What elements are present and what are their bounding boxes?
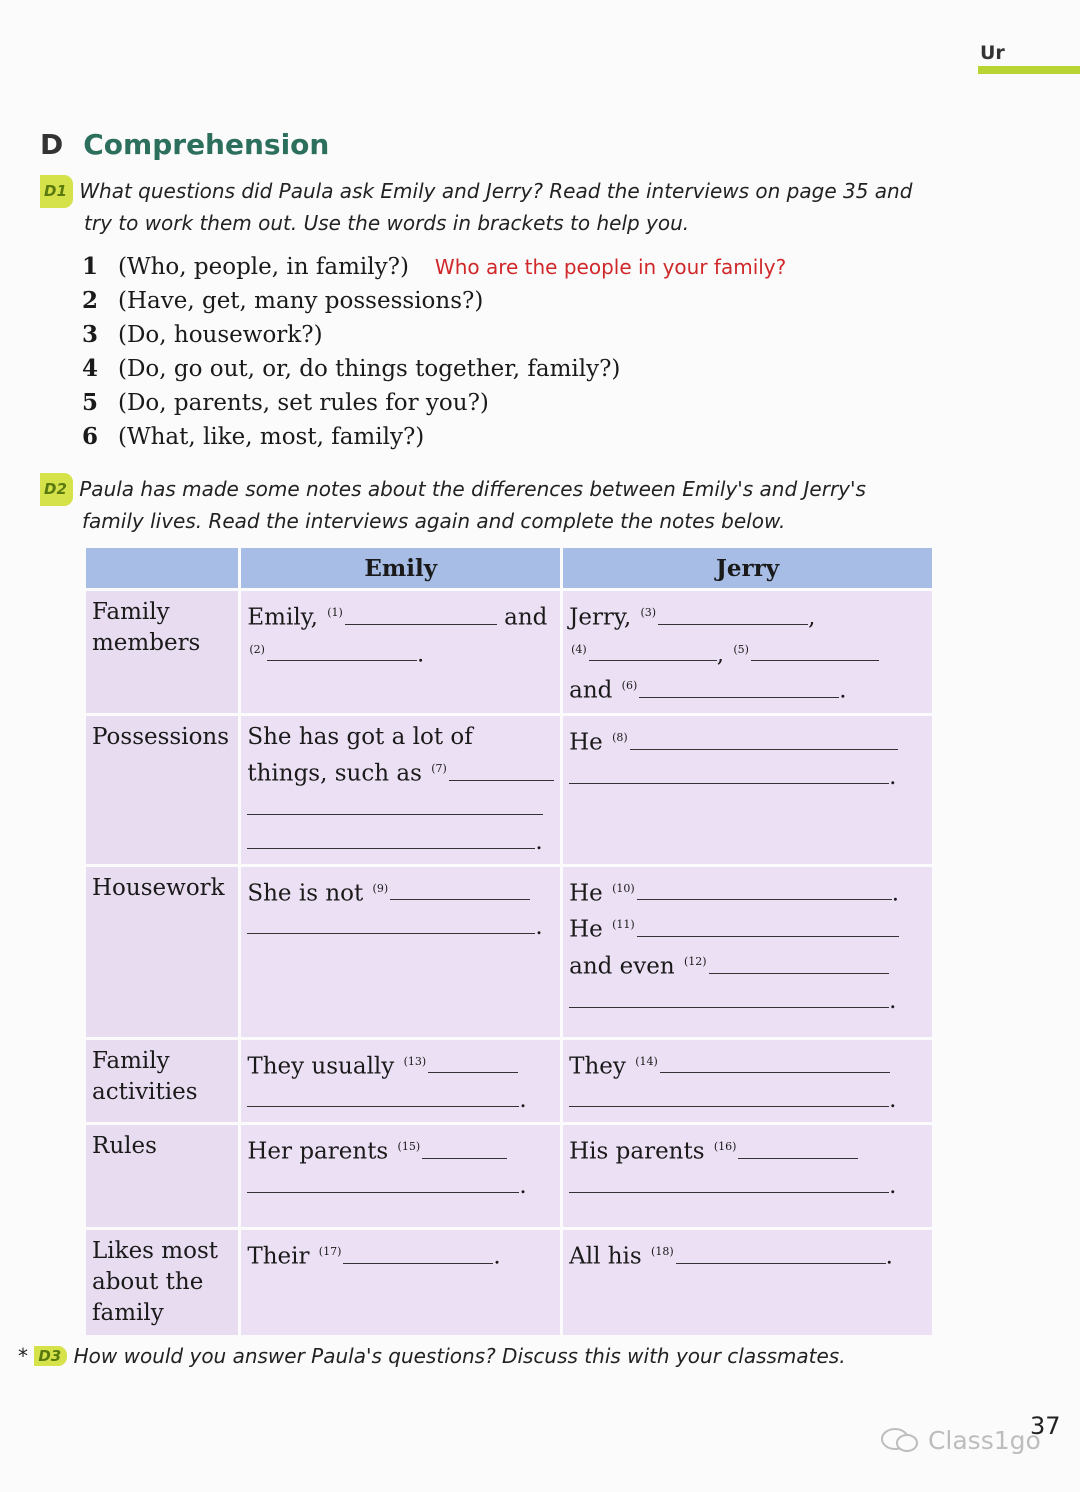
cell-text: and bbox=[504, 604, 548, 631]
cell-text: Their bbox=[247, 1243, 310, 1270]
cell-text: He bbox=[569, 880, 603, 907]
row-label: Housework bbox=[86, 867, 238, 1037]
question-prompt: (Do, housework?) bbox=[118, 322, 323, 348]
answer-blank[interactable] bbox=[709, 949, 889, 974]
emily-cell: Emily, $^{(1)}$ and $^{(2)}$ . bbox=[241, 591, 560, 713]
answer-blank[interactable] bbox=[738, 1134, 858, 1159]
cell-text: Emily, bbox=[247, 604, 318, 631]
answer-blank[interactable] bbox=[751, 636, 879, 661]
blank-number: (13) bbox=[403, 1054, 427, 1068]
question-item bbox=[82, 420, 786, 454]
answer-blank[interactable] bbox=[569, 1168, 889, 1193]
header-emily: Emily bbox=[241, 548, 560, 588]
wechat-icon bbox=[880, 1427, 920, 1453]
d1-instruction-line2: try to work them out. Use the words in brackets to help you. bbox=[84, 211, 690, 235]
d2-instruction bbox=[40, 473, 866, 537]
question-item bbox=[82, 284, 786, 318]
row-label-line: about the bbox=[92, 1269, 204, 1296]
row-label bbox=[86, 1230, 238, 1335]
answer-blank[interactable] bbox=[267, 636, 417, 661]
answer-blank[interactable] bbox=[247, 1082, 519, 1107]
jerry-cell: He $^{(10)}$ . He $^{(11)}$ and even $^{(12)}$ . bbox=[563, 867, 932, 1037]
notes-table bbox=[83, 545, 935, 1338]
blank-number: (12) bbox=[684, 954, 707, 968]
cell-text: things, such as bbox=[247, 760, 422, 787]
unit-color-bar bbox=[978, 66, 1080, 74]
cell-text: He bbox=[569, 916, 603, 943]
question-number: 2 bbox=[82, 287, 99, 314]
emily-cell: They usually $^{(13)}$ . bbox=[241, 1040, 560, 1123]
cell-text: She has got a lot of bbox=[247, 723, 473, 750]
d3-instruction-text: How would you answer Paula's questions? Discuss this with your classmates. bbox=[73, 1344, 846, 1368]
emily-cell: She is not $^{(9)}$ . bbox=[241, 867, 560, 1037]
d1-instruction bbox=[40, 175, 912, 239]
cell-text: Her parents bbox=[247, 1138, 389, 1165]
question-prompt: (Do, go out, or, do things together, family?) bbox=[118, 356, 621, 382]
answer-blank[interactable] bbox=[660, 1048, 890, 1073]
answer-blank[interactable] bbox=[639, 673, 839, 698]
watermark bbox=[880, 1426, 1041, 1455]
question-number: 6 bbox=[82, 423, 99, 450]
answer-blank[interactable] bbox=[428, 1048, 518, 1073]
challenge-star-icon: * bbox=[18, 1344, 28, 1368]
blank-number: (7) bbox=[431, 761, 447, 775]
row-label-line: family bbox=[92, 1300, 164, 1327]
answer-blank[interactable] bbox=[247, 790, 543, 815]
row-label-line: activities bbox=[92, 1078, 198, 1105]
blank-number: (9) bbox=[372, 881, 389, 895]
d2-badge: D2 bbox=[40, 473, 73, 506]
answer-blank[interactable] bbox=[422, 1134, 507, 1159]
section-heading bbox=[40, 128, 329, 161]
row-label: Rules bbox=[86, 1125, 238, 1227]
blank-number: (2) bbox=[249, 642, 265, 656]
blank-number: (14) bbox=[635, 1054, 658, 1068]
answer-blank[interactable] bbox=[390, 875, 530, 900]
cell-text: He bbox=[569, 729, 603, 756]
question-item bbox=[82, 250, 786, 284]
answer-blank[interactable] bbox=[569, 983, 889, 1008]
cell-text: They bbox=[569, 1053, 626, 1080]
question-number: 3 bbox=[82, 321, 99, 348]
question-item bbox=[82, 352, 786, 386]
blank-number: (10) bbox=[612, 881, 635, 895]
d1-badge: D1 bbox=[40, 175, 73, 208]
row-label bbox=[86, 1040, 238, 1123]
example-answer: Who are the people in your family? bbox=[434, 255, 787, 279]
row-label bbox=[86, 591, 238, 713]
question-prompt: (Who, people, in family?) bbox=[118, 254, 409, 280]
jerry-cell: His parents $^{(16)}$ . bbox=[563, 1125, 932, 1227]
table-row-family-members bbox=[86, 591, 932, 713]
cell-text: and even bbox=[569, 953, 675, 980]
answer-blank[interactable] bbox=[247, 1168, 519, 1193]
question-number: 5 bbox=[82, 389, 99, 416]
blank-number: (5) bbox=[733, 642, 749, 656]
question-item bbox=[82, 318, 786, 352]
header-empty-cell bbox=[86, 548, 238, 588]
answer-blank[interactable] bbox=[637, 875, 892, 900]
answer-blank[interactable] bbox=[247, 909, 535, 934]
row-label-line: Family bbox=[92, 1047, 170, 1074]
answer-blank[interactable] bbox=[569, 1082, 889, 1107]
question-list bbox=[82, 250, 786, 454]
blank-number: (8) bbox=[612, 730, 628, 744]
answer-blank[interactable] bbox=[630, 725, 898, 750]
section-letter: D bbox=[40, 128, 64, 161]
question-prompt: (What, like, most, family?) bbox=[118, 424, 425, 450]
answer-blank[interactable] bbox=[247, 824, 535, 849]
blank-number: (11) bbox=[612, 918, 635, 932]
answer-blank[interactable] bbox=[637, 912, 899, 937]
answer-blank[interactable] bbox=[343, 1239, 493, 1264]
question-prompt: (Have, get, many possessions?) bbox=[118, 288, 484, 314]
table-row-possessions bbox=[86, 716, 932, 864]
unit-tab: Ur bbox=[980, 42, 1005, 64]
jerry-cell: They $^{(14)}$ . bbox=[563, 1040, 932, 1123]
blank-number: (4) bbox=[571, 642, 587, 656]
blank-number: (18) bbox=[651, 1245, 674, 1259]
cell-text: She is not bbox=[247, 880, 364, 907]
table-row-housework bbox=[86, 867, 932, 1037]
blank-number: (17) bbox=[318, 1245, 342, 1259]
cell-text: All his bbox=[569, 1243, 642, 1270]
answer-blank[interactable] bbox=[345, 600, 497, 625]
answer-blank[interactable] bbox=[658, 600, 808, 625]
question-number: 1 bbox=[82, 253, 99, 280]
answer-blank[interactable] bbox=[589, 636, 717, 661]
emily-cell: Their $^{(17)}$ . bbox=[241, 1230, 560, 1335]
jerry-cell: All his $^{(18)}$ . bbox=[563, 1230, 932, 1335]
header-jerry: Jerry bbox=[563, 548, 932, 588]
row-label-line: Family bbox=[92, 599, 170, 625]
jerry-cell: He $^{(8)}$ . bbox=[563, 716, 932, 864]
d3-instruction bbox=[18, 1344, 846, 1368]
blank-number: (15) bbox=[397, 1140, 421, 1154]
row-label-line: members bbox=[92, 630, 201, 656]
table-header-row bbox=[86, 548, 932, 588]
table-row-likes-most bbox=[86, 1230, 932, 1335]
watermark-text: Class1go bbox=[927, 1426, 1041, 1455]
page-number: 37 bbox=[1030, 1412, 1061, 1440]
blank-number: (6) bbox=[621, 679, 638, 693]
answer-blank[interactable] bbox=[449, 756, 554, 781]
row-label-line: Likes most bbox=[92, 1238, 218, 1265]
jerry-cell: Jerry, $^{(3)}$ , $^{(4)}$ , $^{(5)}$ and $^{(6)}$ . bbox=[563, 591, 932, 713]
table-row-family-activities bbox=[86, 1040, 932, 1123]
question-number: 4 bbox=[82, 355, 99, 382]
blank-number: (1) bbox=[327, 606, 343, 619]
emily-cell: Her parents $^{(15)}$ . bbox=[241, 1125, 560, 1227]
cell-text: They usually bbox=[247, 1053, 395, 1080]
answer-blank[interactable] bbox=[676, 1239, 886, 1264]
d2-instruction-line2: family lives. Read the interviews again and complete the notes below. bbox=[82, 509, 786, 533]
section-title: Comprehension bbox=[83, 128, 330, 161]
answer-blank[interactable] bbox=[569, 759, 889, 784]
question-item bbox=[82, 386, 786, 420]
emily-cell: She has got a lot of things, such as $^{(7)}$ . bbox=[241, 716, 560, 864]
cell-text: Jerry, bbox=[569, 604, 632, 631]
row-label: Possessions bbox=[86, 716, 238, 864]
d1-instruction-line1: What questions did Paula ask Emily and Jerry? Read the interviews on page 35 and bbox=[79, 179, 913, 203]
table-row-rules bbox=[86, 1125, 932, 1227]
blank-number: (3) bbox=[640, 606, 657, 619]
blank-number: (16) bbox=[713, 1140, 737, 1154]
cell-text: His parents bbox=[569, 1138, 705, 1165]
d2-instruction-line1: Paula has made some notes about the differences between Emily's and Jerry's bbox=[79, 477, 866, 501]
d3-badge: D3 bbox=[34, 1346, 67, 1366]
question-prompt: (Do, parents, set rules for you?) bbox=[118, 390, 489, 416]
cell-text: and bbox=[569, 677, 613, 704]
